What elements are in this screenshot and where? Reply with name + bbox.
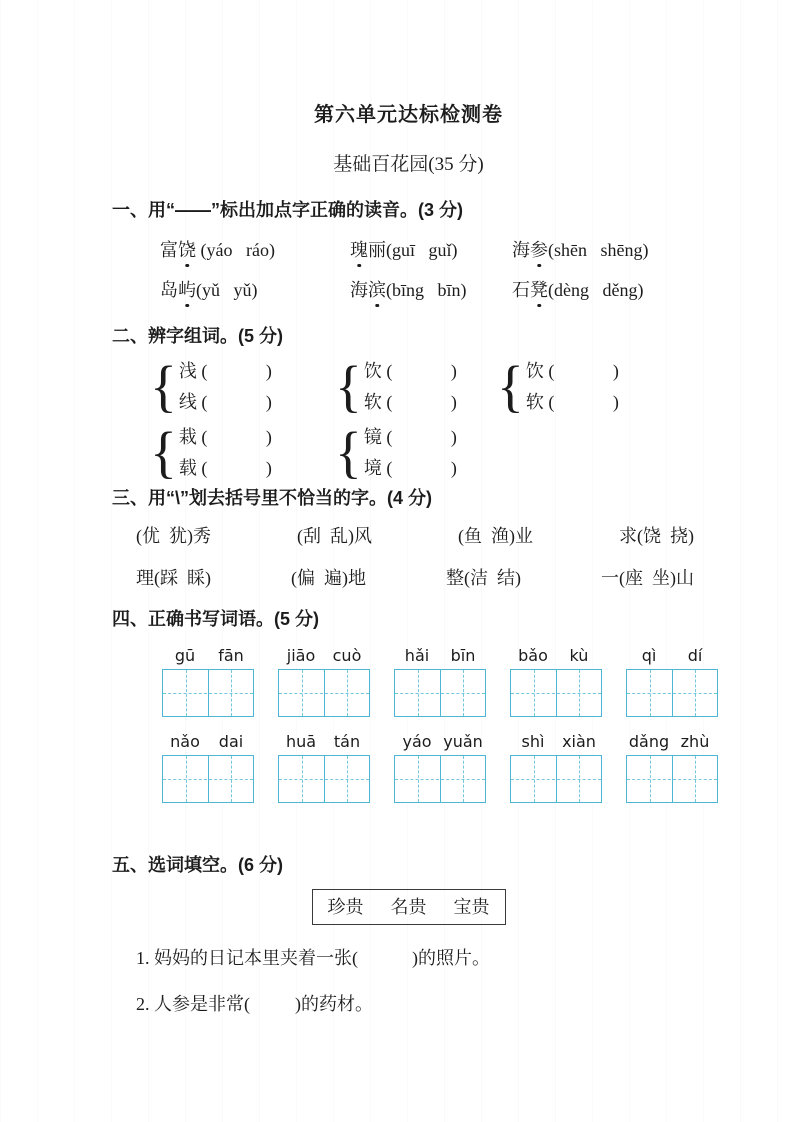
writing-grid <box>162 755 254 803</box>
reading-row <box>112 276 705 304</box>
word-pair-row <box>112 422 705 484</box>
pinyin-syllable: yáo <box>402 732 432 751</box>
writing-grid <box>394 755 486 803</box>
word-text: 石 <box>512 280 530 300</box>
word-pair <box>335 422 497 484</box>
dotted-char: 凳 <box>530 276 548 304</box>
writing-grid <box>278 669 370 717</box>
pinyin-options: (bīng bīn) <box>386 280 467 300</box>
section-four-heading: 四、正确书写词语。(5 分) <box>112 609 319 629</box>
pair-bottom-line: 境 ( ) <box>363 458 457 478</box>
pinyin-row <box>112 731 710 753</box>
section-five-heading: 五、选词填空。(6 分) <box>112 855 283 875</box>
grid-divider <box>324 670 325 716</box>
pinyin-label <box>162 645 254 667</box>
pinyin-syllable: yuǎn <box>443 732 483 751</box>
brace-icon: { <box>150 421 177 485</box>
pinyin-syllable: huā <box>285 732 317 751</box>
grid-divider <box>556 670 557 716</box>
word-bank-item: 名贵 <box>390 897 427 917</box>
section-one-heading: 一、用“——”标出加点字正确的读音。(3 分) <box>112 200 463 220</box>
reading-word <box>160 236 350 264</box>
word-pair-column <box>526 356 619 418</box>
choice-item: (鱼 渔)业 <box>458 526 533 546</box>
reading-word <box>512 276 643 304</box>
pinyin-syllable: jiāo <box>286 646 316 665</box>
pinyin-syllable: xiàn <box>562 732 596 751</box>
word-pair-row <box>112 356 705 418</box>
reading-word <box>512 236 648 264</box>
pair-bottom-line: 软 ( ) <box>525 392 619 412</box>
writing-grid <box>162 669 254 717</box>
pinyin-label <box>394 645 486 667</box>
word-pair-column <box>179 356 272 418</box>
grid-box-row <box>112 669 705 717</box>
section-three-heading: 三、用“\”划去括号里不恰当的字。(4 分) <box>112 488 432 508</box>
pinyin-label <box>510 731 602 753</box>
writing-grid-list <box>112 645 710 803</box>
dotted-char: 屿 <box>178 276 196 304</box>
writing-grid <box>394 669 486 717</box>
pair-top-line: 镜 ( ) <box>363 427 457 447</box>
choice-item: (优 犹)秀 <box>136 526 211 546</box>
reading-word <box>160 276 350 304</box>
writing-grid <box>626 669 718 717</box>
word-pair <box>150 356 335 418</box>
section-fill-blank <box>112 853 705 1017</box>
page-title: 第六单元达标检测卷 <box>314 104 503 126</box>
grid-divider <box>556 756 557 802</box>
choice-row <box>136 566 694 591</box>
word-text: 富 <box>160 240 178 260</box>
dotted-char: 滨 <box>368 276 386 304</box>
choice-item: 一(座 坐)山 <box>601 568 694 588</box>
pinyin-syllable: bīn <box>450 646 476 665</box>
pair-bottom-line: 软 ( ) <box>363 392 457 412</box>
pair-bottom-line: 线 ( ) <box>178 392 272 412</box>
pinyin-syllable: kù <box>569 646 589 665</box>
reading-word <box>350 236 512 264</box>
dotted-char: 饶 <box>178 236 196 264</box>
pair-top-line: 饮 ( ) <box>525 361 619 381</box>
choice-row <box>136 524 694 549</box>
pinyin-syllable: cuò <box>332 646 362 665</box>
pinyin-syllable: shì <box>521 732 545 751</box>
brace-icon: { <box>497 355 524 419</box>
word-pair-column <box>364 356 457 418</box>
word-pair <box>497 356 619 418</box>
pinyin-syllable: bǎo <box>518 646 548 665</box>
fill-blank-sentence: 1. 妈妈的日记本里夹着一张( )的照片。 <box>136 948 490 968</box>
writing-grid <box>510 669 602 717</box>
pair-bottom-line: 载 ( ) <box>178 458 272 478</box>
pinyin-syllable: zhù <box>680 732 710 751</box>
brace-icon: { <box>335 421 362 485</box>
pinyin-options: (dèng děng) <box>548 280 644 300</box>
section-writing <box>112 607 710 803</box>
pinyin-label <box>278 645 370 667</box>
pinyin-options: 丽(guī guǐ) <box>368 240 458 260</box>
choice-item: (刮 乱)风 <box>297 526 372 546</box>
pinyin-label <box>278 731 370 753</box>
choice-item: 求(饶 挠) <box>619 526 694 546</box>
grid-divider <box>208 670 209 716</box>
grid-divider <box>672 670 673 716</box>
word-bank <box>312 889 506 925</box>
pair-top-line: 栽 ( ) <box>178 427 272 447</box>
word-pair <box>150 422 335 484</box>
pinyin-syllable: nǎo <box>170 732 200 751</box>
pinyin-options: (yǔ yǔ) <box>196 280 258 300</box>
pinyin-label <box>510 645 602 667</box>
grid-divider <box>440 756 441 802</box>
pinyin-options: (yáo ráo) <box>196 240 275 260</box>
pinyin-label <box>626 731 718 753</box>
reading-row <box>112 236 705 264</box>
dotted-char: 瑰 <box>350 236 368 264</box>
pinyin-syllable: tán <box>333 732 361 751</box>
word-pair-column <box>364 422 457 484</box>
section-word-pairs <box>112 324 705 484</box>
grid-box-row <box>112 755 705 803</box>
reading-word <box>350 276 512 304</box>
pinyin-syllable: gū <box>174 646 196 665</box>
word-bank-item: 宝贵 <box>453 897 490 917</box>
pair-top-line: 饮 ( ) <box>363 361 457 381</box>
fill-blank-sentence: 2. 人参是非常( )的药材。 <box>136 994 373 1014</box>
choice-item: 整(洁 结) <box>446 568 521 588</box>
pinyin-label <box>626 645 718 667</box>
brace-icon: { <box>335 355 362 419</box>
pinyin-options: (shēn shēng) <box>548 240 649 260</box>
sentence-list <box>112 945 705 1017</box>
pinyin-syllable: dai <box>218 732 244 751</box>
word-text: 海 <box>350 280 368 300</box>
pinyin-syllable: fān <box>218 646 244 665</box>
reading-word-list <box>112 236 705 304</box>
pinyin-syllable: dí <box>687 646 703 665</box>
grid-divider <box>440 670 441 716</box>
writing-grid <box>510 755 602 803</box>
choice-item: 理(踩 睬) <box>136 568 211 588</box>
writing-grid <box>626 755 718 803</box>
section-two-heading: 二、辨字组词。(5 分) <box>112 326 283 346</box>
grid-divider <box>208 756 209 802</box>
writing-grid <box>278 755 370 803</box>
grid-divider <box>672 756 673 802</box>
brace-icon: { <box>150 355 177 419</box>
word-bank-item: 珍贵 <box>327 897 364 917</box>
choice-list <box>112 524 705 591</box>
page-subtitle: 基础百花园(35 分) <box>333 154 484 175</box>
word-pair-column <box>179 422 272 484</box>
word-pair-list <box>112 356 705 484</box>
section-cross-out <box>112 486 705 591</box>
section-pronunciation <box>112 198 705 304</box>
pinyin-syllable: qì <box>641 646 657 665</box>
word-pair <box>335 356 497 418</box>
word-text: 海 <box>512 240 530 260</box>
pair-top-line: 浅 ( ) <box>178 361 272 381</box>
pinyin-syllable: dǎng <box>628 732 670 751</box>
pinyin-label <box>394 731 486 753</box>
choice-item: (偏 遍)地 <box>291 568 366 588</box>
word-text: 岛 <box>160 280 178 300</box>
pinyin-row <box>112 645 705 667</box>
pinyin-syllable: hǎi <box>404 646 430 665</box>
grid-divider <box>324 756 325 802</box>
dotted-char: 参 <box>530 236 548 264</box>
pinyin-label <box>162 731 254 753</box>
